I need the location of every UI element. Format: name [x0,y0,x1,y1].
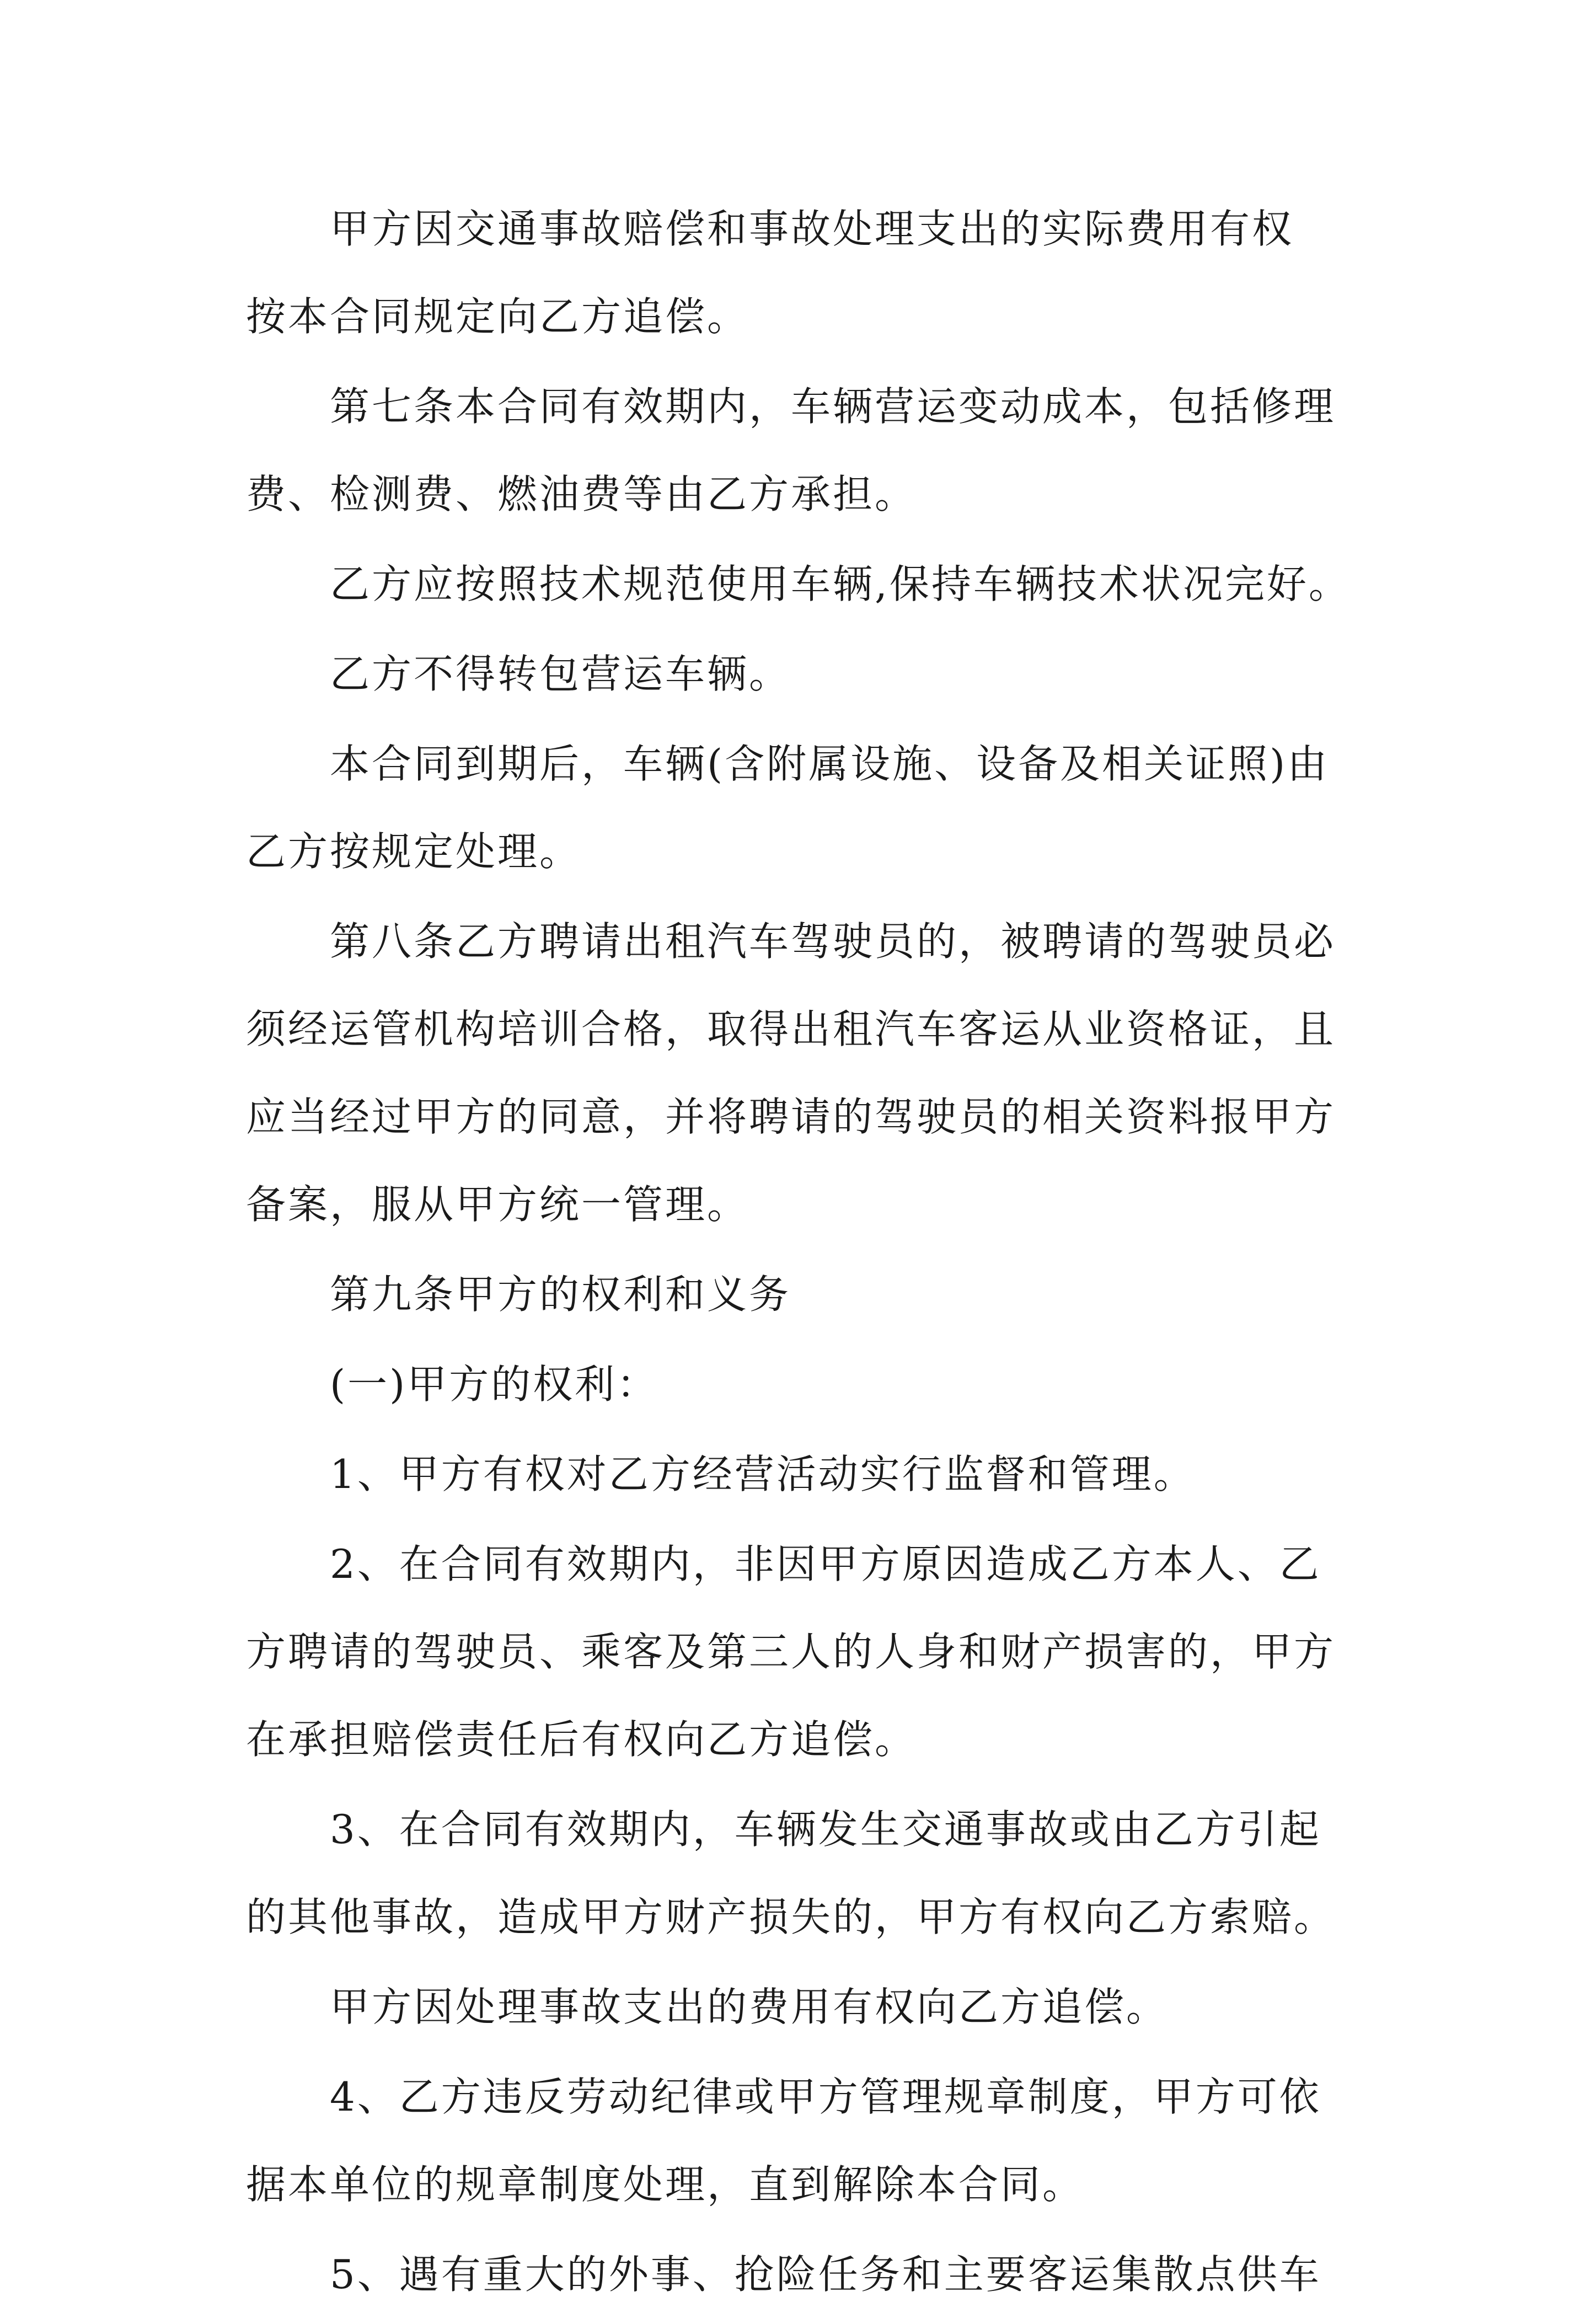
text-line: 乙方按规定处理。 [246,828,582,875]
text-line: 方聘请的驾驶员、乘客及第三人的人身和财产损害的，甲方 [246,1629,1336,1675]
text-line: 须经运管机构培训合格，取得出租汽车客运从业资格证，且 [246,1006,1336,1052]
text-line: 4、乙方违反劳动纪律或甲方管理规章制度，甲方可依 [330,2074,1321,2120]
text-line: 5、遇有重大的外事、抢险任务和主要客运集散点供车 [330,2251,1321,2298]
text-line: 费、检测费、燃油费等由乙方承担。 [246,471,917,517]
text-line: 应当经过甲方的同意，并将聘请的驾驶员的相关资料报甲方 [246,1094,1336,1140]
section-heading: 第九条甲方的权利和义务 [330,1271,791,1318]
text-line: 在承担赔偿责任后有权向乙方追偿。 [246,1716,917,1763]
text-line: 3、在合同有效期内，车辆发生交通事故或由乙方引起 [330,1806,1321,1853]
text-line: 甲方因处理事故支出的费用有权向乙方追偿。 [330,1984,1169,2030]
text-line: 乙方应按照技术规范使用车辆,保持车辆技术状况完好。 [330,561,1351,607]
text-line: 按本合同规定向乙方追偿。 [246,293,749,340]
text-line: 2、在合同有效期内，非因甲方原因造成乙方本人、乙 [330,1541,1321,1587]
text-line: 第八条乙方聘请出租汽车驾驶员的，被聘请的驾驶员必 [330,918,1336,965]
text-line: 乙方不得转包营运车辆。 [330,651,791,697]
text-line: 本合同到期后，车辆(含附属设施、设备及相关证照)由 [330,741,1330,787]
text-line: 甲方因交通事故赔偿和事故处理支出的实际费用有权 [330,206,1294,252]
text-line: 1、甲方有权对乙方经营活动实行监督和管理。 [330,1451,1196,1497]
text-line: 第七条本合同有效期内，车辆营运变动成本，包括修理 [330,383,1336,430]
text-line: 的其他事故，造成甲方财产损失的，甲方有权向乙方索赔。 [246,1894,1336,1940]
subsection-heading: (一)甲方的权利： [330,1361,659,1407]
text-line: 备案，服从甲方统一管理。 [246,1181,749,1228]
text-line: 据本单位的规章制度处理，直到解除本合同。 [246,2161,1085,2208]
document-body [246,201,1365,2302]
